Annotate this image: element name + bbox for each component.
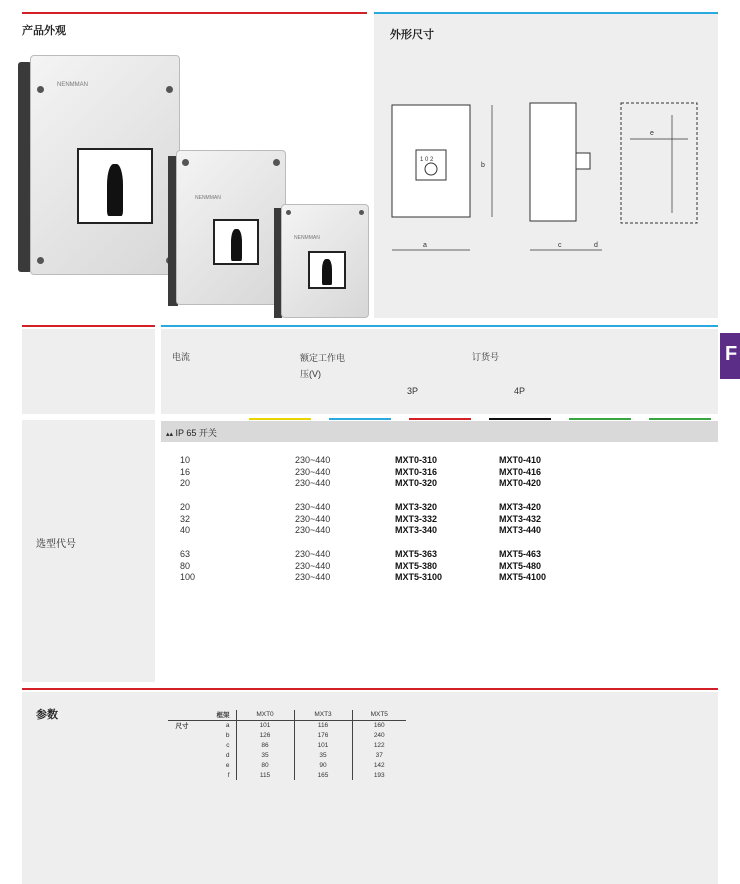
param-value: 101	[294, 740, 352, 750]
order-4p: MXT0-420	[499, 478, 542, 488]
switch-enclosure-medium	[176, 150, 286, 305]
size-label	[168, 740, 196, 750]
params-body	[168, 720, 406, 780]
order-3p: MXT3-340	[395, 525, 438, 535]
dimensions-blue-rule	[374, 12, 718, 14]
param-key: f	[227, 771, 230, 779]
switch-knob	[322, 259, 332, 285]
params-row	[168, 760, 406, 770]
order-3p: MXT3-320	[395, 502, 438, 512]
order-4p: MXT3-440	[499, 525, 542, 535]
selection-side-label: 选型代号	[36, 539, 76, 550]
rotary-dial	[308, 251, 346, 289]
dim-e-label: e	[650, 130, 654, 137]
col-mxt3: MXT3	[294, 710, 352, 720]
rotary-dial	[77, 148, 153, 224]
voltage-value: 230~440	[295, 560, 331, 571]
size-label	[168, 770, 196, 780]
selection-red-rule	[22, 325, 155, 327]
order-3p: MXT0-310	[395, 455, 438, 465]
switch-knob	[231, 229, 242, 261]
dimensions-title: 外形尺寸	[390, 29, 434, 41]
col-mxt0: MXT0	[236, 710, 294, 720]
param-value: 240	[352, 730, 406, 740]
selection-header-area	[161, 329, 718, 414]
param-value: 176	[294, 730, 352, 740]
header-4p: 4P	[514, 386, 526, 396]
current-value: 16	[180, 466, 191, 477]
dim-d-label: d	[594, 242, 598, 249]
section-title	[166, 426, 217, 439]
voltage-value: 230~440	[295, 478, 331, 488]
appearance-red-rule	[22, 12, 367, 14]
param-value: 122	[352, 740, 406, 750]
param-value: 101	[236, 720, 294, 730]
current-value: 100	[180, 572, 196, 582]
dimension-drawing	[380, 95, 715, 265]
order-4p: MXT0-416	[499, 466, 542, 477]
header-order: 订货号	[472, 352, 500, 362]
appearance-title: 产品外观	[22, 25, 66, 37]
param-value: 37	[352, 750, 406, 760]
rotary-dial	[213, 219, 259, 265]
params-row	[168, 750, 406, 760]
order-3p: MXT3-332	[395, 513, 438, 524]
current-value: 80	[180, 560, 191, 571]
voltage-value: 230~440	[295, 513, 331, 524]
color-bar	[249, 418, 311, 420]
brand-label: NENMMAN	[57, 82, 88, 88]
brand-label: NENMMAN	[294, 235, 320, 241]
param-value: 90	[294, 760, 352, 770]
params-row	[168, 730, 406, 740]
params-red-rule	[22, 688, 718, 690]
order-4p: MXT0-410	[499, 455, 542, 465]
current-value: 63	[180, 549, 191, 559]
selection-header-sidebar	[22, 329, 155, 414]
size-label	[168, 730, 196, 740]
color-bar	[569, 418, 631, 420]
param-value: 142	[352, 760, 406, 770]
color-bar	[649, 418, 711, 420]
color-bar	[409, 418, 471, 420]
order-3p: MXT0-316	[395, 466, 438, 477]
voltage-value: 230~440	[295, 525, 331, 535]
param-value: 115	[236, 770, 294, 780]
voltage-value: 230~440	[295, 572, 331, 582]
voltage-value: 230~440	[295, 502, 331, 512]
section-tab: F	[720, 333, 740, 379]
size-label	[168, 760, 196, 770]
header-voltage: 额定工作电压(V)	[300, 353, 346, 379]
voltage-value: 230~440	[295, 455, 331, 465]
params-row	[168, 740, 406, 750]
param-key: d	[225, 751, 230, 759]
color-bar	[329, 418, 391, 420]
selection-blue-rule	[161, 325, 718, 327]
params-row	[168, 720, 406, 730]
param-value: 116	[294, 720, 352, 730]
order-3p: MXT5-3100	[395, 572, 443, 582]
current-value: 10	[180, 455, 191, 465]
order-3p: MXT5-363	[395, 549, 438, 559]
header-current: 电流	[172, 352, 191, 362]
order-3p: MXT0-320	[395, 478, 438, 488]
order-4p: MXT5-480	[499, 560, 542, 571]
switch-enclosure-small	[281, 204, 369, 318]
param-key: c	[226, 741, 230, 749]
param-value: 80	[236, 760, 294, 770]
params-row	[168, 770, 406, 780]
param-value: 126	[236, 730, 294, 740]
param-value: 86	[236, 740, 294, 750]
param-value: 193	[352, 770, 406, 780]
dim-b-label: b	[481, 162, 485, 169]
bullet-icon: ▴▴	[166, 431, 174, 438]
param-value: 165	[294, 770, 352, 780]
size-label	[168, 750, 196, 760]
header-3p: 3P	[407, 386, 419, 396]
params-empty-cell	[168, 710, 196, 720]
frame-label: 框架	[216, 712, 230, 720]
selection-side-panel	[22, 420, 155, 682]
param-key: a	[225, 721, 230, 729]
current-value: 32	[180, 513, 191, 524]
brand-label: NENMMAN	[195, 195, 221, 201]
current-value: 20	[180, 502, 191, 512]
params-table	[168, 710, 406, 780]
param-value: 160	[352, 720, 406, 730]
order-4p: MXT5-463	[499, 549, 542, 559]
params-header-row	[168, 710, 406, 720]
voltage-value: 230~440	[295, 466, 331, 477]
switch-knob	[107, 164, 123, 216]
dim-a-label: a	[423, 242, 427, 249]
order-4p: MXT3-420	[499, 502, 542, 512]
param-key: e	[225, 761, 230, 769]
param-value: 35	[294, 750, 352, 760]
voltage-value: 230~440	[295, 549, 331, 559]
current-value: 20	[180, 478, 191, 488]
current-value: 40	[180, 525, 191, 535]
switch-enclosure-large	[30, 55, 180, 275]
size-label: 尺寸	[175, 722, 189, 730]
order-3p: MXT5-380	[395, 560, 438, 571]
order-4p: MXT5-4100	[499, 572, 547, 582]
order-4p: MXT3-432	[499, 513, 542, 524]
section-title-text: IP 65 开关	[175, 428, 217, 438]
color-bar	[489, 418, 551, 420]
param-value: 35	[236, 750, 294, 760]
section-title-bar	[161, 421, 718, 442]
params-title: 参数	[36, 709, 58, 721]
col-mxt5: MXT5	[352, 710, 406, 720]
param-key: b	[225, 731, 230, 739]
dial-labels: 1 0 2	[420, 157, 434, 163]
dim-c-label: c	[558, 242, 562, 249]
